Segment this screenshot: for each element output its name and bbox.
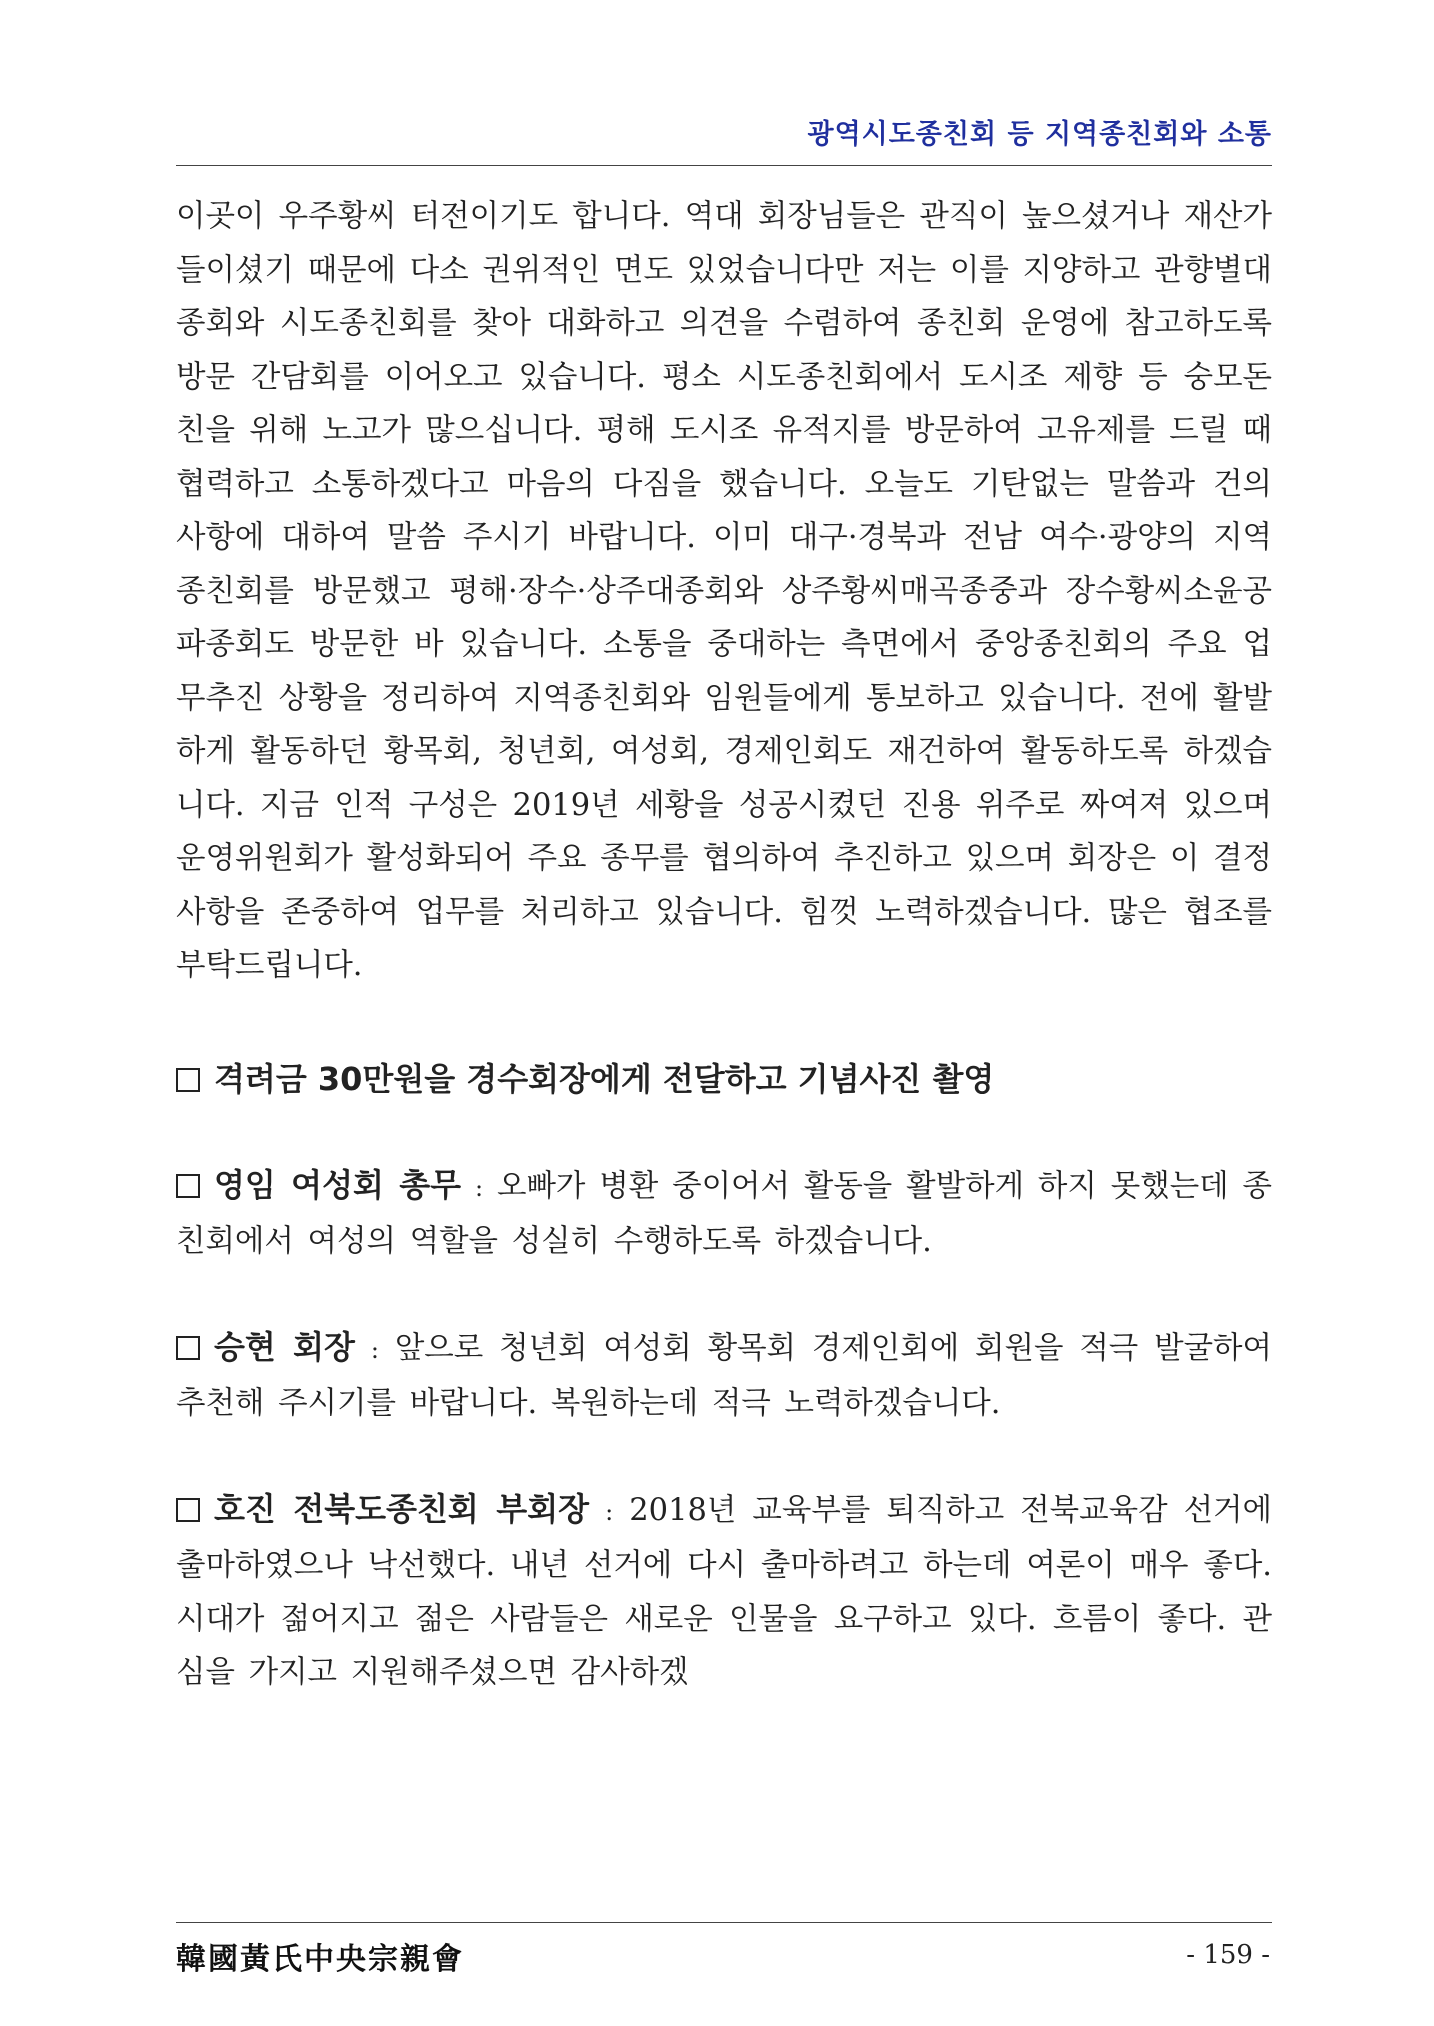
heading-text: 격려금 30만원을 경수회장에게 전달하고 기념사진 촬영 (214, 1059, 995, 1098)
checkbox-square-icon (176, 1068, 200, 1092)
section-heading (176, 1051, 1272, 1107)
checkbox-square-icon (176, 1336, 200, 1360)
running-header: 광역시도종친회 등 지역종친회와 소통 (807, 119, 1272, 150)
separator: : (475, 1173, 484, 1202)
organization-logo-text: 韓國黃氏中央宗親會 (176, 1942, 464, 1977)
header-rule (176, 165, 1272, 166)
separator: : (605, 1497, 614, 1526)
remark-section (176, 1483, 1272, 1700)
remark-section (176, 1321, 1272, 1431)
speaker-name: 호진 전북도종친회 부회장 (214, 1489, 590, 1528)
intro-paragraph: 이곳이 우주황씨 터전이기도 합니다. 역대 회장님들은 관직이 높으셨거나 재산가들이셨기 때문에 다소 권위적인 면도 있었습니다만 저는 이를 지양하고 관향별대종회와 시도종친회를 찾아 대화하고 의견을 수렴하여 종친회 운영에 참고하도록 방문 간담회를 이어오고 있습니다. 평소 시도종친회에서 도시조 제향 등 숭모돈친을 위해 노고가 많으십니다. 평해 도시조 유적지를 방문하여 고유제를 드릴 때 협력하고 소통하겠다고 마음의 다짐을 했습니다. 오늘도 기탄없는 말씀과 건의 사항에 대하여 말씀 주시기 바랍니다. 이미 대구·경북과 전남 여수·광양의 지역 종친회를 방문했고 평해·장수·상주대종회와 상주황씨매곡종중과 장수황씨소윤공파종회도 방문한 바 있습니다. 소통을 중대하는 측면에서 중앙종친회의 주요 업무추진 상황을 정리하여 지역종친회와 임원들에게 통보하고 있습니다. 전에 활발하게 활동하던 황목회, 청년회, 여성회, 경제인회도 재건하여 활동하도록 하겠습니다. 지금 인적 구성은 2019년 세황을 성공시켰던 진용 위주로 짜여져 있으며 운영위원회가 활성화되어 주요 종무를 협의하여 추진하고 있으며 회장은 이 결정사항을 존중하여 업무를 처리하고 있습니다. 힘껏 노력하겠습니다. 많은 협조를 부탁드립니다. (176, 199, 1272, 983)
separator: : (370, 1335, 379, 1364)
remark-text: 오빠가 병환 중이어서 활동을 활발하게 하지 못했는데 종친회에서 여성의 역할을 성실히 수행하도록 하겠습니다. (176, 1168, 1272, 1259)
checkbox-square-icon (176, 1174, 200, 1198)
footer-rule (176, 1922, 1272, 1923)
remark-text: 앞으로 청년회 여성회 황목회 경제인회에 회원을 적극 발굴하여 추천해 주시기를 바랍니다. 복원하는데 적극 노력하겠습니다. (176, 1330, 1272, 1421)
speaker-name: 승현 회장 (214, 1327, 355, 1366)
page-content (176, 190, 1272, 1700)
page-number: - 159 - (1186, 1940, 1270, 1970)
speaker-name: 영임 여성회 총무 (214, 1165, 462, 1204)
remark-section (176, 1159, 1272, 1269)
checkbox-square-icon (176, 1498, 200, 1522)
remark-text: 2018년 교육부를 퇴직하고 전북교육감 선거에 출마하였으나 낙선했다. 내년 선거에 다시 출마하려고 하는데 여론이 매우 좋다. 시대가 젊어지고 젊은 사람들은 새로운 인물을 요구하고 있다. 흐름이 좋다. 관심을 가지고 지원해주셨으면 감사하겠 (176, 1492, 1272, 1690)
